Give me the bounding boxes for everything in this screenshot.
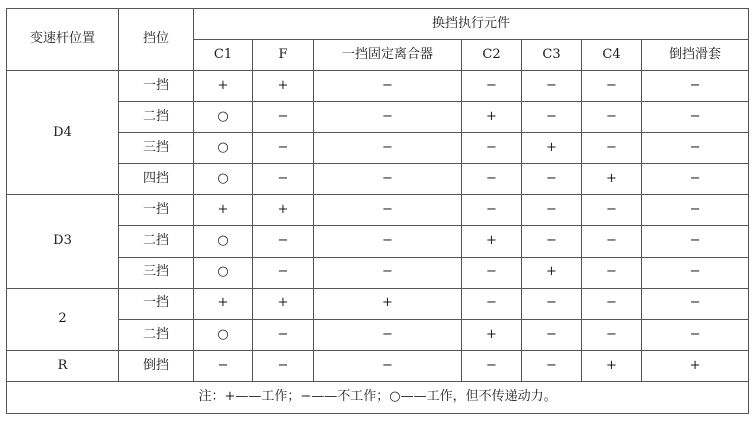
element-state-cell: + [582,350,642,381]
element-state-cell: − [642,288,749,319]
element-state-cell: − [642,226,749,257]
element-state-cell: − [462,133,522,164]
element-state-cell: ○ [194,319,253,350]
lever-position-cell: 2 [7,288,119,350]
element-state-cell: − [253,257,314,288]
gear-cell: 三挡 [119,257,194,288]
element-state-cell: − [253,164,314,195]
element-state-cell: − [314,133,462,164]
element-state-cell: + [253,195,314,226]
header-shift-elements: 换挡执行元件 [194,9,749,40]
table-row [7,257,749,288]
element-state-cell: − [582,133,642,164]
element-state-cell: − [462,164,522,195]
element-state-cell: ○ [194,102,253,133]
element-state-cell: − [642,319,749,350]
element-state-cell: − [522,350,582,381]
table-row [7,288,749,319]
element-state-cell: − [314,164,462,195]
legend-note: 注：+——工作；−——不工作；○——工作，但不传递动力。 [7,381,749,413]
gear-cell: 一挡 [119,71,194,102]
table-row [7,102,749,133]
element-state-cell: − [522,319,582,350]
element-state-cell: − [642,164,749,195]
header-lever-position: 变速杆位置 [7,9,119,71]
element-state-cell: + [253,71,314,102]
element-state-cell: − [522,226,582,257]
element-state-cell: − [253,133,314,164]
element-state-cell: − [253,102,314,133]
column-header: C4 [582,40,642,71]
element-state-cell: − [522,288,582,319]
element-state-cell: − [462,257,522,288]
element-state-cell: − [522,71,582,102]
gear-cell: 倒挡 [119,350,194,381]
element-state-cell: − [462,71,522,102]
column-header: C3 [522,40,582,71]
element-state-cell: − [314,257,462,288]
element-state-cell: − [642,133,749,164]
element-state-cell: − [314,350,462,381]
lever-position-cell: D3 [7,195,119,288]
gear-cell: 一挡 [119,288,194,319]
element-state-cell: − [314,71,462,102]
element-state-cell: + [582,164,642,195]
element-state-cell: − [462,350,522,381]
element-state-cell: − [642,257,749,288]
element-state-cell: − [582,102,642,133]
element-state-cell: − [462,288,522,319]
element-state-cell: − [462,195,522,226]
element-state-cell: − [253,350,314,381]
element-state-cell: + [462,102,522,133]
element-state-cell: − [253,319,314,350]
element-state-cell: − [253,226,314,257]
element-state-cell: + [522,257,582,288]
column-header: 倒挡滑套 [642,40,749,71]
element-state-cell: + [253,288,314,319]
shift-element-table [6,8,749,414]
table-row [7,164,749,195]
gear-cell: 四挡 [119,164,194,195]
element-state-cell: ○ [194,133,253,164]
element-state-cell: + [194,71,253,102]
element-state-cell: − [194,350,253,381]
element-state-cell: ○ [194,164,253,195]
note-row [7,381,749,413]
element-state-cell: + [462,319,522,350]
element-state-cell: ○ [194,257,253,288]
element-state-cell: + [462,226,522,257]
table-row [7,71,749,102]
element-state-cell: − [642,71,749,102]
element-state-cell: + [642,350,749,381]
lever-position-cell: R [7,350,119,381]
element-state-cell: − [314,195,462,226]
element-state-cell: − [582,257,642,288]
column-header: F [253,40,314,71]
gear-cell: 一挡 [119,195,194,226]
element-state-cell: − [582,71,642,102]
element-state-cell: − [642,102,749,133]
gear-cell: 三挡 [119,133,194,164]
column-header: C2 [462,40,522,71]
element-state-cell: ○ [194,226,253,257]
element-state-cell: − [582,195,642,226]
element-state-cell: − [314,226,462,257]
header-row-1 [7,9,749,40]
element-state-cell: + [194,288,253,319]
element-state-cell: − [642,195,749,226]
element-state-cell: − [582,288,642,319]
table-row [7,195,749,226]
table-row [7,350,749,381]
element-state-cell: − [522,164,582,195]
element-state-cell: − [522,195,582,226]
element-state-cell: + [522,133,582,164]
element-state-cell: − [522,102,582,133]
element-state-cell: − [582,319,642,350]
column-header: 一挡固定离合器 [314,40,462,71]
gear-cell: 二挡 [119,102,194,133]
table-row [7,133,749,164]
element-state-cell: + [194,195,253,226]
table-row [7,319,749,350]
element-state-cell: − [314,319,462,350]
element-state-cell: + [314,288,462,319]
gear-cell: 二挡 [119,319,194,350]
lever-position-cell: D4 [7,71,119,195]
element-state-cell: − [582,226,642,257]
element-state-cell: − [314,102,462,133]
table-row [7,226,749,257]
gear-cell: 二挡 [119,226,194,257]
column-header: C1 [194,40,253,71]
header-gear: 挡位 [119,9,194,71]
